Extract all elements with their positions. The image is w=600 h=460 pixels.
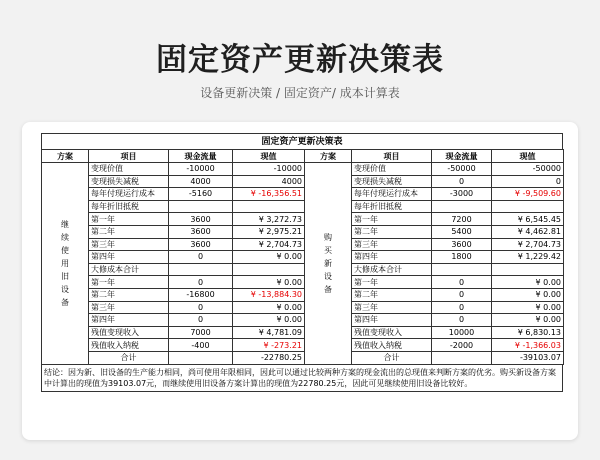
right-item-cell: 每年折旧抵税 (352, 200, 432, 213)
right-pv-cell: ¥ 2,704.73 (492, 238, 564, 251)
right-pv-cell: ¥ 0.00 (492, 314, 564, 327)
table-row (42, 163, 564, 176)
right-flow-cell: 0 (432, 175, 492, 188)
right-flow-cell (432, 200, 492, 213)
header-cell: 现值 (492, 150, 564, 163)
left-flow-cell: 0 (169, 314, 233, 327)
left-pv-cell: -10000 (233, 163, 305, 176)
left-pv-cell: ¥ -13,884.30 (233, 288, 305, 301)
right-flow-cell: 3600 (432, 238, 492, 251)
right-pv-cell: -39103.07 (492, 351, 564, 364)
table-row (42, 213, 564, 226)
left-item-cell: 第四年 (89, 251, 169, 264)
right-flow-cell: 1800 (432, 251, 492, 264)
table-row (42, 326, 564, 339)
table-row (42, 276, 564, 289)
right-flow-cell (432, 263, 492, 276)
table-row (42, 339, 564, 352)
right-flow-cell: -2000 (432, 339, 492, 352)
right-flow-cell: 0 (432, 314, 492, 327)
left-item-cell: 大修成本合计 (89, 263, 169, 276)
left-flow-cell (169, 263, 233, 276)
right-item-cell: 每年付现运行成本 (352, 188, 432, 201)
right-pv-cell: ¥ -1,366.03 (492, 339, 564, 352)
right-pv-cell: ¥ 0.00 (492, 276, 564, 289)
table-row (42, 251, 564, 264)
table-row (42, 175, 564, 188)
left-pv-cell (233, 263, 305, 276)
right-flow-cell: 5400 (432, 225, 492, 238)
left-pv-cell: ¥ 2,975.21 (233, 225, 305, 238)
right-flow-cell: -3000 (432, 188, 492, 201)
right-item-cell: 大修成本合计 (352, 263, 432, 276)
left-flow-cell (169, 351, 233, 364)
left-item-cell: 变现价值 (89, 163, 169, 176)
right-item-cell: 第二年 (352, 288, 432, 301)
right-item-cell: 变现价值 (352, 163, 432, 176)
header-cell: 现值 (233, 150, 305, 163)
header-cell: 现金流量 (432, 150, 492, 163)
right-flow-cell: 0 (432, 288, 492, 301)
left-item-cell: 残值变现收入 (89, 326, 169, 339)
right-item-cell: 变现损失减税 (352, 175, 432, 188)
right-item-cell: 第三年 (352, 301, 432, 314)
left-pv-cell: ¥ 0.00 (233, 251, 305, 264)
left-flow-cell: 3600 (169, 213, 233, 226)
left-pv-cell: -22780.25 (233, 351, 305, 364)
table-row (42, 188, 564, 201)
right-flow-cell (432, 351, 492, 364)
left-item-cell: 第三年 (89, 238, 169, 251)
left-pv-cell (233, 200, 305, 213)
right-item-cell: 第三年 (352, 238, 432, 251)
header-cell: 方案 (42, 150, 89, 163)
right-pv-cell: ¥ -9,509.60 (492, 188, 564, 201)
left-flow-cell: -400 (169, 339, 233, 352)
right-scheme-cell (305, 163, 352, 365)
decision-table (41, 149, 564, 365)
right-pv-cell: -50000 (492, 163, 564, 176)
right-item-cell: 第一年 (352, 276, 432, 289)
left-pv-cell: ¥ -16,356.51 (233, 188, 305, 201)
left-flow-cell: -5160 (169, 188, 233, 201)
right-flow-cell: 0 (432, 276, 492, 289)
left-item-cell: 残值收入纳税 (89, 339, 169, 352)
conclusion-text: 结论：因为新、旧设备的生产能力相同，尚可使用年限相同，因此可以通过比较两种方案的现金流出的总现值来判断方案的优劣。购买新设备方案中计算出的现值为39103.07元，而继续使用旧设备方案计算出的现值为22780.25元，因此可见继续使用旧设备比较好。 (41, 365, 563, 392)
right-pv-cell (492, 263, 564, 276)
right-pv-cell: ¥ 1,229.42 (492, 251, 564, 264)
left-item-cell: 第三年 (89, 301, 169, 314)
header-row (42, 150, 564, 163)
right-flow-cell: -50000 (432, 163, 492, 176)
decision-sheet (41, 133, 563, 392)
left-scheme-cell (42, 163, 89, 365)
right-item-cell: 残值变现收入 (352, 326, 432, 339)
left-flow-cell: -16800 (169, 288, 233, 301)
left-flow-cell: 3600 (169, 238, 233, 251)
table-row (42, 301, 564, 314)
right-pv-cell: ¥ 0.00 (492, 301, 564, 314)
left-flow-cell: 4000 (169, 175, 233, 188)
table-row (42, 314, 564, 327)
left-pv-cell: ¥ 2,704.73 (233, 238, 305, 251)
right-item-cell: 第二年 (352, 225, 432, 238)
left-pv-cell: ¥ -273.21 (233, 339, 305, 352)
left-flow-cell (169, 200, 233, 213)
right-pv-cell (492, 200, 564, 213)
left-flow-cell: 7000 (169, 326, 233, 339)
table-row (42, 351, 564, 364)
right-item-cell: 第四年 (352, 314, 432, 327)
left-flow-cell: 0 (169, 301, 233, 314)
right-pv-cell: ¥ 0.00 (492, 288, 564, 301)
left-item-cell: 每年折旧抵税 (89, 200, 169, 213)
left-pv-cell: ¥ 4,781.09 (233, 326, 305, 339)
left-item-cell: 合计 (89, 351, 169, 364)
table-row (42, 288, 564, 301)
left-item-cell: 第二年 (89, 288, 169, 301)
header-cell: 方案 (305, 150, 352, 163)
header-cell: 项目 (89, 150, 169, 163)
left-item-cell: 第二年 (89, 225, 169, 238)
left-scheme-label: 继续使用旧设备 (61, 219, 69, 307)
right-item-cell: 合计 (352, 351, 432, 364)
right-item-cell: 残值收入纳税 (352, 339, 432, 352)
right-pv-cell: ¥ 4,462.81 (492, 225, 564, 238)
table-row (42, 263, 564, 276)
left-pv-cell: ¥ 0.00 (233, 276, 305, 289)
table-body (42, 150, 564, 365)
left-flow-cell: -10000 (169, 163, 233, 176)
header-cell: 现金流量 (169, 150, 233, 163)
page-title: 固定资产更新决策表 (156, 42, 444, 78)
right-scheme-label: 购买新设备 (324, 232, 332, 294)
left-item-cell: 第一年 (89, 276, 169, 289)
right-item-cell: 第一年 (352, 213, 432, 226)
left-flow-cell: 0 (169, 276, 233, 289)
page-subtitle: 设备更新决策 / 固定资产/ 成本计算表 (200, 86, 400, 100)
table-row (42, 200, 564, 213)
left-pv-cell: ¥ 0.00 (233, 314, 305, 327)
left-flow-cell: 0 (169, 251, 233, 264)
left-pv-cell: 4000 (233, 175, 305, 188)
right-pv-cell: ¥ 6,830.13 (492, 326, 564, 339)
left-pv-cell: ¥ 3,272.73 (233, 213, 305, 226)
right-pv-cell: ¥ 6,545.45 (492, 213, 564, 226)
table-row (42, 225, 564, 238)
left-pv-cell: ¥ 0.00 (233, 301, 305, 314)
left-item-cell: 变现损失减税 (89, 175, 169, 188)
right-item-cell: 第四年 (352, 251, 432, 264)
left-item-cell: 每年付现运行成本 (89, 188, 169, 201)
left-flow-cell: 3600 (169, 225, 233, 238)
left-item-cell: 第四年 (89, 314, 169, 327)
right-flow-cell: 0 (432, 301, 492, 314)
header-cell: 项目 (352, 150, 432, 163)
right-pv-cell: 0 (492, 175, 564, 188)
left-item-cell: 第一年 (89, 213, 169, 226)
table-row (42, 238, 564, 251)
right-flow-cell: 7200 (432, 213, 492, 226)
sheet-card (22, 122, 578, 440)
sheet-title: 固定资产更新决策表 (41, 133, 563, 149)
right-flow-cell: 10000 (432, 326, 492, 339)
